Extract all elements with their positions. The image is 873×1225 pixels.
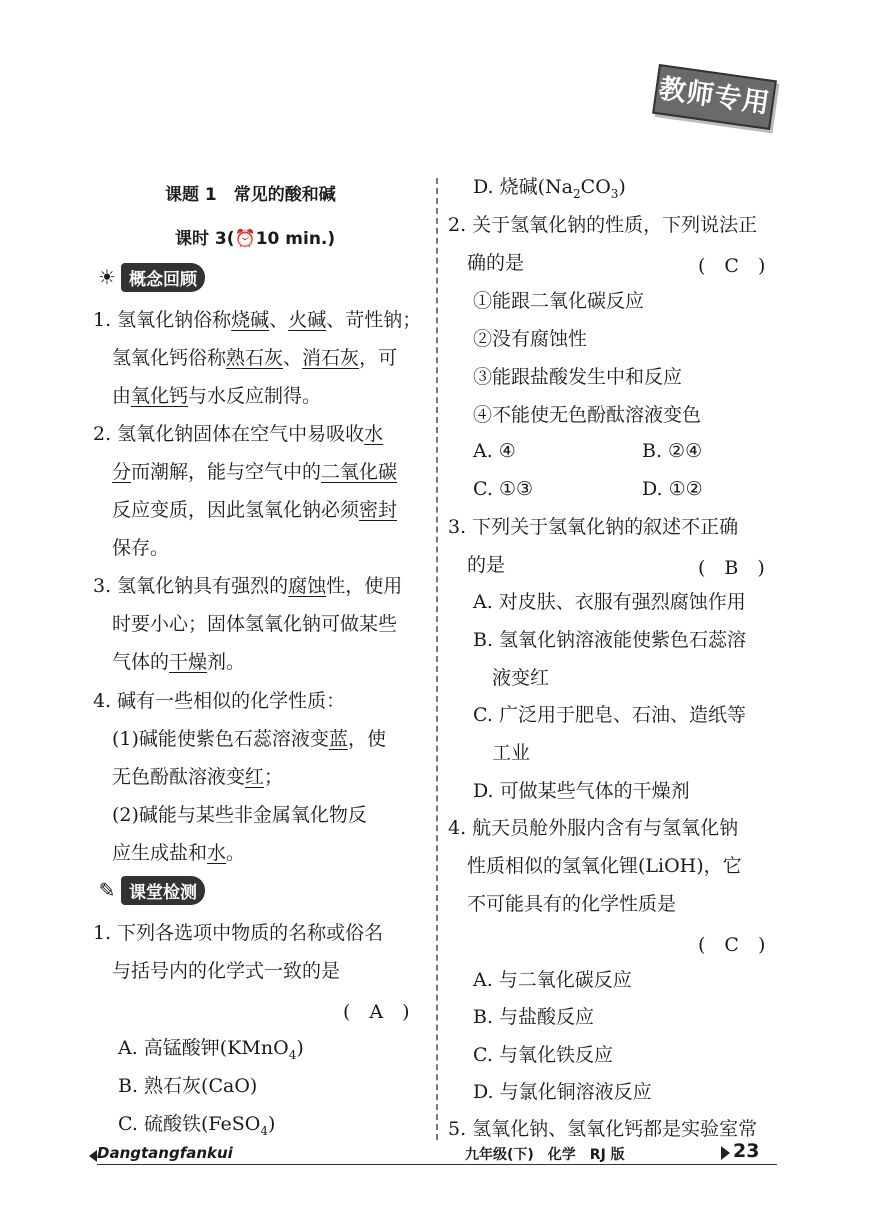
answer-blank: 干燥 <box>169 651 208 673</box>
concept-text: 与水反应制得。 <box>188 385 322 407</box>
q1-option-a: A. 高锰酸钾(KMnO$_4$) <box>118 1037 304 1062</box>
concept-text: 2. 氢氧化钠固体在空气中易吸收 <box>93 423 365 445</box>
concept-text: 反应变质，因此氢氧化钠必须 <box>93 499 360 521</box>
concept-line <box>93 765 283 789</box>
q2-statement-4: ④不能使无色酚酞溶液变色 <box>473 404 702 426</box>
concept-text: ，可 <box>359 347 398 369</box>
q1-answer: ( A ) <box>343 1001 410 1023</box>
q3-option-b-line1: B. 氢氧化钠溶液能使紫色石蕊溶 <box>473 629 747 651</box>
concept-line <box>93 346 397 370</box>
concept-line <box>93 612 397 636</box>
concept-text: 氢氧化钙俗称 <box>93 347 227 369</box>
answer-blank: 熟石灰 <box>226 347 284 369</box>
concept-line <box>93 574 402 598</box>
concept-line <box>93 689 345 713</box>
concept-line <box>93 460 397 484</box>
concept-text: (2)碱能与某些非金属氧化物反 <box>93 804 367 826</box>
page-number: 23 <box>733 1140 760 1162</box>
q3-option-d: D. 可做某些气体的干燥剂 <box>473 780 690 802</box>
concept-line <box>93 498 397 522</box>
q2-option-c: C. ①③ <box>473 478 534 500</box>
concept-text: 剂。 <box>207 651 246 673</box>
concept-text: 1. 氢氧化钠俗称 <box>93 309 232 331</box>
answer-blank: 消石灰 <box>302 347 360 369</box>
answer-blank: 烧碱 <box>231 309 270 331</box>
answer-blank: 水 <box>364 423 384 445</box>
q3-option-c-line1: C. 广泛用于肥皂、石油、造纸等 <box>473 704 746 726</box>
q3-answer: ( B ) <box>698 557 765 579</box>
lightbulb-icon: ☀ <box>98 265 116 289</box>
q4-stem-line1: 4. 航天员舱外服内含有与氢氧化钠 <box>448 817 739 839</box>
concept-line <box>93 384 321 408</box>
q3-option-a: A. 对皮肤、衣服有强烈腐蚀作用 <box>473 591 746 613</box>
q4-option-b: B. 与盐酸反应 <box>473 1006 595 1028</box>
period-label: 课时 3( <box>175 229 235 249</box>
concept-text: 。 <box>226 842 246 864</box>
section-classroom-check <box>93 875 205 905</box>
q3-option-c-line2: 工业 <box>473 742 531 764</box>
concept-line <box>93 650 245 674</box>
concept-text: 气体的 <box>93 651 170 673</box>
answer-blank: 火碱 <box>288 309 327 331</box>
concept-text: 、苛性钠； <box>326 309 422 331</box>
answer-blank: 氧化钙 <box>131 385 189 407</box>
lesson-title: 课题 1 常见的酸和碱 <box>165 185 336 205</box>
concept-text: 4. 碱有一些相似的化学性质： <box>93 690 346 712</box>
section-concept-review <box>93 262 205 292</box>
q1-stem-line2: 与括号内的化学式一致的是 <box>93 960 341 982</box>
q1-option-c: C. 硫酸铁(FeSO$_4$) <box>118 1113 276 1138</box>
section-label: 课堂检测 <box>121 876 205 905</box>
clock-icon: ⏰ <box>234 229 256 249</box>
q3-option-b-line2: 液变红 <box>473 667 550 689</box>
q4-option-a: A. 与二氧化碳反应 <box>473 969 632 991</box>
right-arrow-icon <box>721 1146 730 1160</box>
concept-line <box>93 422 383 446</box>
q3-stem-line1: 3. 下列关于氢氧化钠的叙述不正确 <box>448 516 739 538</box>
q4-answer: ( C ) <box>698 934 766 956</box>
q2-option-a: A. ④ <box>473 440 516 462</box>
concept-text: ，使 <box>347 728 386 750</box>
q2-statement-1: ①能跟二氧化碳反应 <box>473 290 645 312</box>
answer-blank: 红 <box>245 766 265 788</box>
q2-statement-2: ②没有腐蚀性 <box>473 328 588 350</box>
concept-line <box>93 803 367 827</box>
concept-text: (1)碱能使紫色石蕊溶液变 <box>93 728 329 750</box>
q3-stem-line2: 的是 <box>448 554 506 576</box>
answer-blank: 密封 <box>359 499 398 521</box>
answer-blank: 蓝 <box>328 728 348 750</box>
concept-line <box>93 308 421 332</box>
q2-option-d: D. ①② <box>642 478 703 500</box>
grade-subject: 九年级(下) 化学 RJ 版 <box>465 1147 625 1163</box>
concept-text: 由 <box>93 385 132 407</box>
period-time: 10 min.) <box>255 229 336 249</box>
concept-line <box>93 841 245 865</box>
answer-blank: 腐蚀 <box>288 575 327 597</box>
q2-option-b: B. ②④ <box>642 440 703 462</box>
column-divider <box>436 178 438 1140</box>
answer-blank: 二氧化碳 <box>321 461 398 483</box>
teacher-only-stamp: 教师专用 <box>652 64 777 130</box>
q1-stem-line1: 1. 下列各选项中物质的名称或俗名 <box>93 922 384 944</box>
q2-answer: ( C ) <box>698 255 766 277</box>
rocket-icon: ✎ <box>98 878 116 902</box>
concept-text: 时要小心；固体氢氧化钠可做某些 <box>93 613 398 635</box>
lesson-period <box>175 224 335 249</box>
q4-option-d: D. 与氯化铜溶液反应 <box>473 1081 652 1103</box>
concept-text: ； <box>264 766 284 788</box>
q2-stem-line1: 2. 关于氢氧化钠的性质，下列说法正 <box>448 214 758 236</box>
concept-text <box>93 461 112 483</box>
concept-line <box>93 727 386 751</box>
brand-name: Dangtangfankui <box>97 1144 233 1162</box>
concept-line <box>93 536 169 560</box>
q2-stem-line2: 确的是 <box>448 252 525 274</box>
concept-text: 、 <box>283 347 303 369</box>
concept-text: 应生成盐和 <box>93 842 208 864</box>
q4-stem-line2: 性质相似的氢氧化锂(LiOH)，它 <box>448 855 742 877</box>
answer-blank: 水 <box>207 842 227 864</box>
concept-text: 而潮解，能与空气中的 <box>131 461 322 483</box>
left-arrow-icon <box>89 1150 97 1162</box>
section-label: 概念回顾 <box>121 263 205 292</box>
answer-blank: 分 <box>112 461 132 483</box>
q1-option-d: D. 烧碱$(Na_2CO_3)$ <box>473 176 626 201</box>
concept-text: 无色酚酞溶液变 <box>93 766 246 788</box>
footer-rule <box>97 1164 777 1165</box>
concept-text: 3. 氢氧化钠具有强烈的 <box>93 575 289 597</box>
concept-text: 保存。 <box>93 537 170 559</box>
page-footer <box>93 1142 783 1172</box>
q5-stem-line1: 5. 氢氧化钠、氢氧化钙都是实验室常 <box>448 1118 758 1140</box>
concept-text: 、 <box>269 309 289 331</box>
q1-option-b: B. 熟石灰(CaO) <box>118 1075 258 1097</box>
q2-statement-3: ③能跟盐酸发生中和反应 <box>473 366 683 388</box>
q4-stem-line3: 不可能具有的化学性质是 <box>448 893 677 915</box>
q4-option-c: C. 与氧化铁反应 <box>473 1044 613 1066</box>
concept-text: 性，使用 <box>326 575 403 597</box>
